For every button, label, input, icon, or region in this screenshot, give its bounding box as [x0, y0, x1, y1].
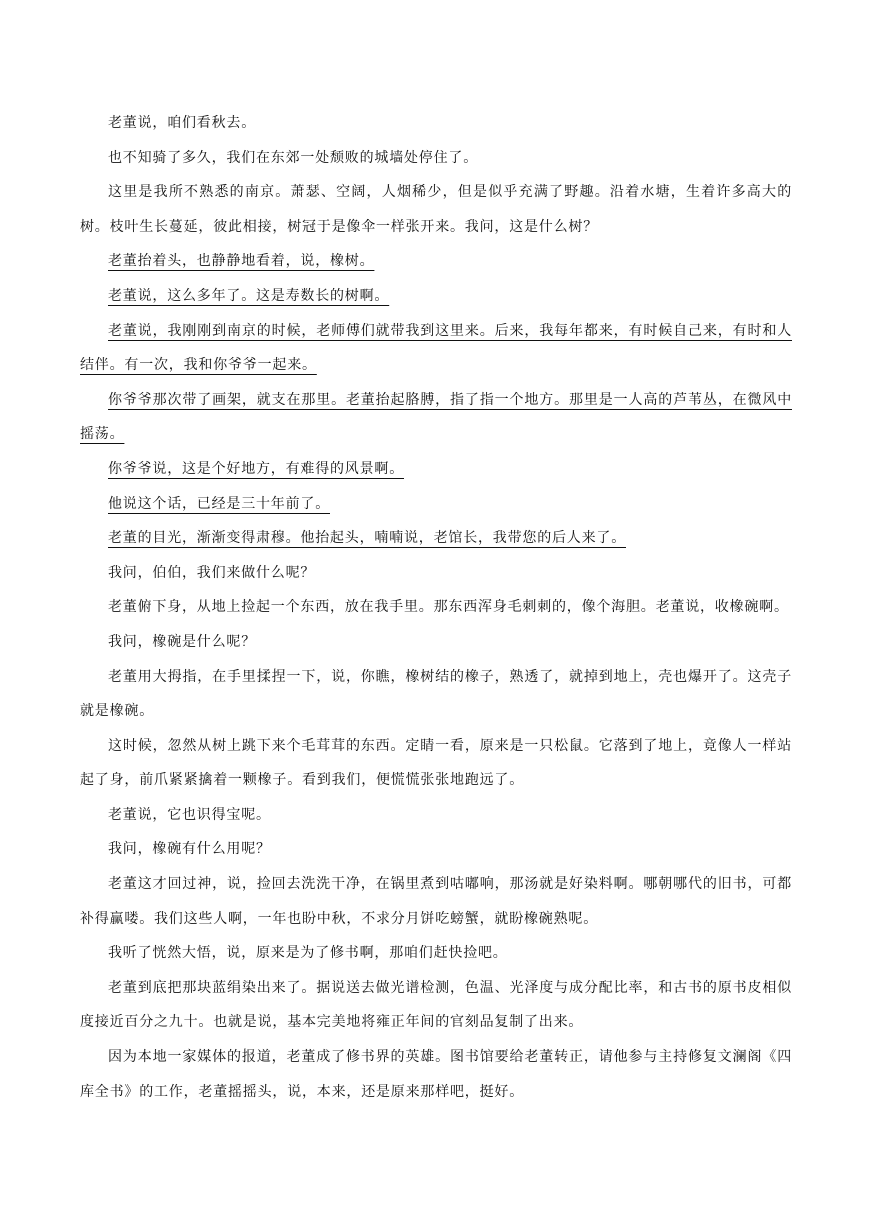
document-body	[80, 106, 792, 1109]
underlined-paragraph-8: 你爷爷说，这是个好地方，有难得的风景啊。	[108, 460, 404, 477]
paragraph-15: 这时候，忽然从树上跳下来个毛茸茸的东西。定睛一看，原来是一只松鼠。它落到了地上，竟像人一样站起了身，前爪紧紧擒着一颗橡子。看到我们，便慌慌张张地跑远了。	[80, 737, 792, 789]
paragraph-12: 老董俯下身，从地上捡起一个东西，放在我手里。那东西浑身毛刺刺的，像个海胆。老董说，收橡碗啊。	[108, 599, 789, 616]
underlined-paragraph-5: 老董说，这么多年了。这是寿数长的树啊。	[108, 287, 390, 304]
paragraph-13: 我问，橡碗是什么呢？	[108, 633, 256, 650]
underlined-paragraph-10: 老董的目光，渐渐变得肃穆。他抬起头，喃喃说，老馆长，我带您的后人来了。	[108, 530, 626, 547]
paragraph-20: 老董到底把那块蓝绢染出来了。据说送去做光谱检测，色温、光泽度与成分配比率，和古书的原书皮相似度接近百分之九十。也就是说，基本完美地将雍正年间的官刻品复制了出来。	[80, 979, 792, 1031]
paragraph-3: 这里是我所不熟悉的南京。萧瑟、空阔，人烟稀少，但是似乎充满了野趣。沿着水塘，生着许多高大的树。枝叶生长蔓延，彼此相接，树冠于是像伞一样张开来。我问，这是什么树？	[80, 184, 792, 235]
paragraph-1: 老董说，咱们看秋去。	[108, 115, 256, 131]
paragraph-16: 老董说，它也识得宝呢。	[108, 806, 271, 823]
underlined-paragraph-7: 你爷爷那次带了画架，就支在那里。老董抬起胳膊，指了指一个地方。那里是一人高的芦苇丛，在微风中摇荡。	[80, 391, 792, 443]
underlined-paragraph-4: 老董抬着头，也静静地看着，说，橡树。	[108, 253, 375, 270]
paragraph-19: 我听了恍然大悟，说，原来是为了修书啊，那咱们赶快捡吧。	[108, 945, 508, 962]
underlined-paragraph-9: 他说这个话，已经是三十年前了。	[108, 495, 330, 512]
paragraph-14: 老董用大拇指，在手里揉捏一下，说，你瞧，橡树结的橡子，熟透了，就掉到地上，壳也爆开了。这壳子就是橡碗。	[80, 668, 792, 720]
paragraph-21: 因为本地一家媒体的报道，老董成了修书界的英雄。图书馆要给老董转正，请他参与主持修复文澜阁《四库全书》的工作，老董摇摇头，说，本来，还是原来那样吧，挺好。	[80, 1049, 792, 1100]
paragraph-11: 我问，伯伯，我们来做什么呢？	[108, 564, 316, 581]
paragraph-2: 也不知骑了多久，我们在东郊一处颓败的城墙处停住了。	[108, 149, 478, 166]
paragraph-18: 老董这才回过神，说，捡回去洗洗干净，在锅里煮到咕嘟响，那汤就是好染料啊。哪朝哪代的旧书，可都补得赢喽。我们这些人啊，一年也盼中秋，不求分月饼吃螃蟹，就盼橡碗熟呢。	[80, 876, 792, 927]
paragraph-17: 我问，橡碗有什么用呢？	[108, 841, 271, 858]
underlined-paragraph-6: 老董说，我刚刚到南京的时候，老师傅们就带我到这里来。后来，我每年都来，有时候自己来，有时和人结伴。有一次，我和你爷爷一起来。	[80, 322, 792, 374]
